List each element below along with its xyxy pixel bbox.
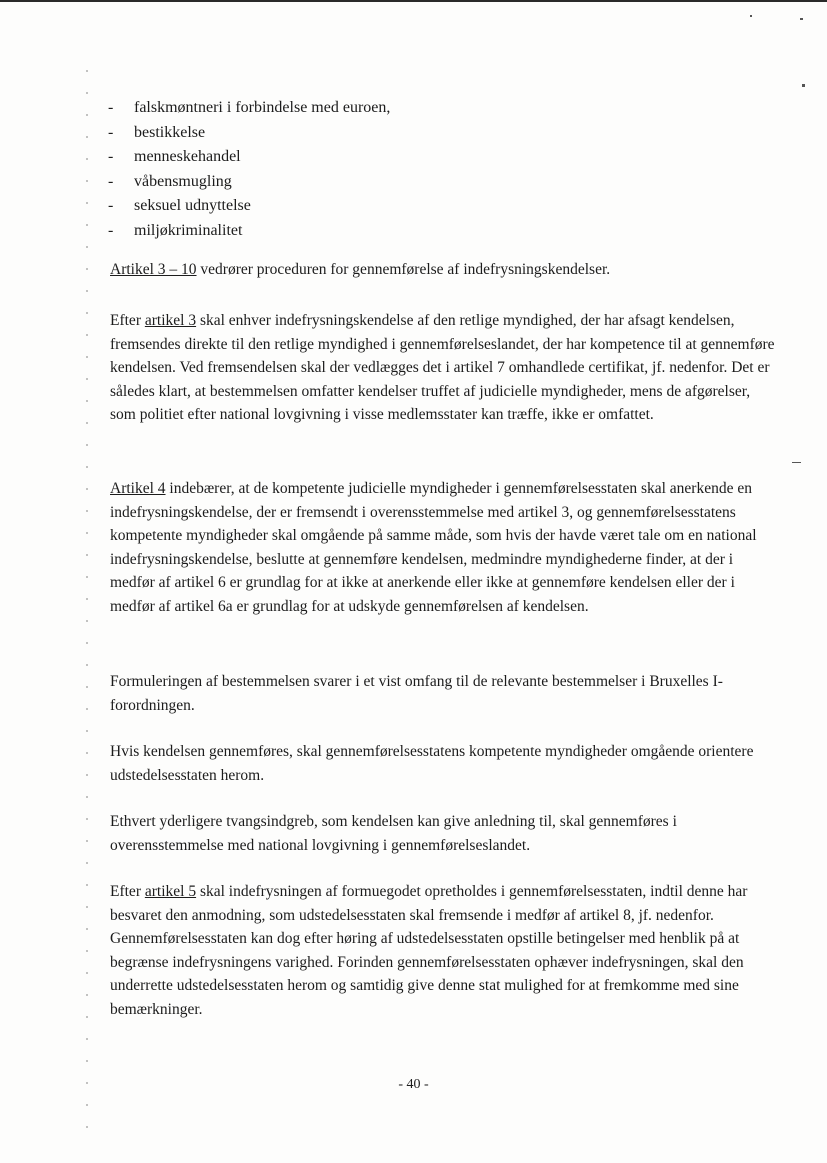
list-item: - bestikkelse <box>108 123 206 141</box>
list-item-text: seksuel udnyttelse <box>134 197 251 214</box>
list-item-text: falskmøntneri i forbindelse med euroen, <box>134 99 391 116</box>
offence-list <box>108 96 390 243</box>
list-item-text: bestikkelse <box>134 123 206 141</box>
scan-top-edge <box>0 0 827 2</box>
paragraph-bruxelles: Formuleringen af bestemmelsen svarer i et vist omfang til de relevante bestemmelser i Bruxelles I-forordningen. <box>110 673 723 714</box>
list-item: - våbensmugling <box>108 172 232 190</box>
paragraph-text: skal enhver indefrysningskendelse af den retlige myndighed, der har afsagt kendelsen, fremsendes direkte til den retlige myndighed i gennemførelseslandet, der har kompetence til at gennemføre kendelsen. Ved fremsendelsen skal der vedlægges det i artikel 7 omhandlede certifikat, jf. nedenfor. Det er således klart, at bestemmelsen omfatter kendelser truffet af judicielle myndigheder, mens de afgørelser, som politiet efter national lovgivning i visse medlemsstater kan træffe, ikke er omfattet. <box>110 312 775 423</box>
paragraph-lead: Efter <box>110 883 145 900</box>
paragraph-enforcement: Ethvert yderligere tvangsindgreb, som kendelsen kan give anledning til, skal gennemføres i overensstemmelse med national lovgivning i gennemførelseslandet. <box>110 813 677 854</box>
article-reference: artikel 3 <box>144 312 197 329</box>
paragraph-article-4 <box>110 477 775 618</box>
scan-speck <box>802 84 805 87</box>
paragraph-articles-3-10 <box>110 258 775 282</box>
list-item: - menneskehandel <box>108 148 241 165</box>
paragraph-notification: Hvis kendelsen gennemføres, skal gennemførelsesstatens kompetente myndigheder omgående orientere udstedelsesstaten herom. <box>110 743 754 784</box>
paragraph-article-3 <box>110 309 775 427</box>
article-reference: Artikel 3 – 10 <box>110 261 197 278</box>
list-item: - seksuel udnyttelse <box>108 197 251 214</box>
paragraph-text: skal indefrysningen af formuegodet opretholdes i gennemførelsesstaten, indtil denne har besvaret den anmodning, som udstedelsesstaten skal fremsende i medfør af artikel 8, jf. nedenfor. Gennemførelsesstaten kan dog efter høring af udstedelsesstaten opstille betingelser med henblik på at begrænse indefrysningens varighed. Forinden gennemførelsesstaten ophæver indefrysningen, skal den underrette udstedelsesstaten herom og samtidig give denne stat mulighed for at fremkomme med sine bemærkninger. <box>110 883 748 1018</box>
list-item-text: våbensmugling <box>134 172 232 190</box>
paragraph-article-5 <box>110 880 775 1021</box>
list-item-text: miljøkriminalitet <box>134 221 243 239</box>
paragraph-lead: Efter <box>110 312 145 329</box>
list-item: - miljøkriminalitet <box>108 221 243 239</box>
scan-margin-marks <box>86 70 88 1130</box>
page-number: - 40 - <box>398 1077 429 1092</box>
scan-speck <box>792 462 801 463</box>
article-reference: Artikel 4 <box>110 480 166 497</box>
list-item-text: menneskehandel <box>134 148 241 165</box>
paragraph-text: indebærer, at de kompetente judicielle myndigheder i gennemførelsesstaten skal anerkende en indefrysningskendelse, der er fremsendt i overensstemmelse med artikel 3, og gennemførelsesstatens kompetente myndigheder skal omgående på samme måde, som hvis der havde været tale om en national indefrysningskendelse, beslutte at gennemføre kendelsen, medmindre myndighederne finder, at der i medfør af artikel 6 er grundlag for at ikke at anerkende eller ikke at gennemføre kendelsen eller der i medfør af artikel 6a er grundlag for at udskyde gennemførelsen af kendelsen. <box>110 480 757 615</box>
article-reference: artikel 5 <box>144 883 197 900</box>
paragraph-text: vedrører proceduren for gennemførelse af indefrysningskendelser. <box>196 261 611 278</box>
scan-speck <box>750 15 752 17</box>
list-item: - falskmøntneri i forbindelse med euroen, <box>108 99 391 116</box>
scan-speck <box>800 18 803 20</box>
